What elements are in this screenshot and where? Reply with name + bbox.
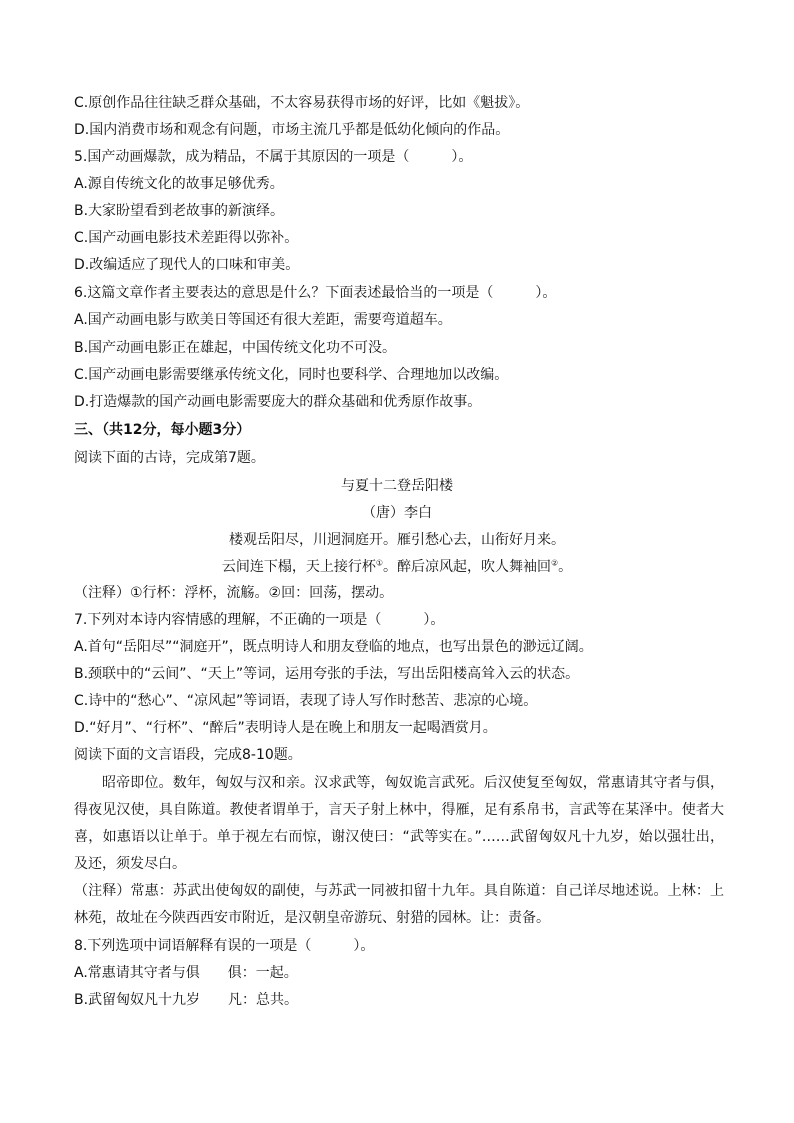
q4-option-c: C.原创作品往往缺乏群众基础，不太容易获得市场的好评，比如《魁拔》。 <box>74 95 530 111</box>
poem-line-2 <box>0 557 794 577</box>
q6-stem: 6.这篇文章作者主要表达的意思是什么？下面表述最恰当的一项是（ ）。 <box>74 285 557 301</box>
q5-stem: 5.国产动画爆款，成为精品，不属于其原因的一项是（ ）。 <box>74 149 473 165</box>
poem-line-2-part-2: 。醉后凉风起，吹人舞袖回 <box>383 559 551 575</box>
q5-option-a: A.源自传统文化的故事足够优秀。 <box>74 176 284 192</box>
q7-option-d: D.“好月”、“行杯”、“醉后”表明诗人是在晚上和朋友一起喝酒赏月。 <box>74 720 497 736</box>
section-3-heading: 三、（共12分，每小题3分） <box>74 422 251 438</box>
q5-option-b: B.大家盼望看到老故事的新演绎。 <box>74 203 285 219</box>
poem-title: 与夏十二登岳阳楼 <box>341 478 453 494</box>
q5-option-d: D.改编适应了现代人的口味和审美。 <box>74 257 300 273</box>
poem-line-1: 楼观岳阳尽，川迥洞庭开。雁引愁心去，山衔好月来。 <box>229 532 565 548</box>
q8-option-a: A.常惠请其守者与俱 俱：一起。 <box>74 965 298 981</box>
classical-intro: 阅读下面的文言语段，完成8-10题。 <box>74 747 302 763</box>
footnote-mark-1: ① <box>375 558 383 568</box>
q6-option-c: C.国产动画电影需要继承传统文化，同时也要科学、合理地加以改编。 <box>74 367 509 383</box>
q8-stem: 8.下列选项中词语解释有误的一项是（ ）。 <box>74 938 375 954</box>
q6-option-a: A.国产动画电影与欧美日等国还有很大差距，需要弯道超车。 <box>74 312 452 328</box>
q7-stem: 7.下列对本诗内容情感的理解，不正确的一项是（ ）。 <box>74 612 445 628</box>
classical-passage: 昭帝即位。数年，匈奴与汉和亲。汉求武等，匈奴诡言武死。后汉使复至匈奴，常惠请其守者与俱，得夜见汉使，具自陈道。教使者谓单于，言天子射上林中，得雁，足有系帛书，言武等在某泽中。使者大喜，如惠语以让单于。单于视左右而惊，谢汉使曰：“武等实在。”……武留匈奴凡十九岁，始以强壮出，及还，须发尽白。 <box>74 775 724 872</box>
poem-note: （注释）①行杯：浮杯，流觞。②回：回荡，摆动。 <box>74 585 394 601</box>
poem-line-2-part-3: 。 <box>558 559 573 575</box>
q7-option-c: C.诗中的“愁心”、“凉风起”等词语，表现了诗人写作时愁苦、悲凉的心境。 <box>74 693 538 709</box>
q6-option-d: D.打造爆款的国产动画电影需要庞大的群众基础和优秀原作故事。 <box>74 394 482 410</box>
q7-option-b: B.颈联中的“云间”、“天上”等词，运用夸张的手法，写出岳阳楼高耸入云的状态。 <box>74 666 580 682</box>
q4-option-d: D.国内消费市场和观念有问题，市场主流几乎都是低幼化倾向的作品。 <box>74 122 510 138</box>
q6-option-b: B.国产动画电影正在雄起，中国传统文化功不可没。 <box>74 340 397 356</box>
footnote-mark-2: ② <box>551 558 559 568</box>
q5-option-c: C.国产动画电影技术差距得以弥补。 <box>74 230 299 246</box>
q8-option-b: B.武留匈奴凡十九岁 凡：总共。 <box>74 992 299 1008</box>
poem-line-2-part-1: 云间连下榻，天上接行杯 <box>221 559 376 575</box>
section-3-intro: 阅读下面的古诗，完成第7题。 <box>74 450 265 466</box>
q7-option-a: A.首句“岳阳尽”“洞庭开”，既点明诗人和朋友登临的地点，也写出景色的渺远辽阔。 <box>74 639 593 655</box>
classical-note: （注释）常惠：苏武出使匈奴的副使，与苏武一同被扣留十九年。具自陈道：自己详尽地述说。上林：上林苑，故址在今陕西西安市附近，是汉朝皇帝游玩、射猎的园林。让：责备。 <box>74 883 724 926</box>
poem-author: （唐）李白 <box>362 505 432 521</box>
